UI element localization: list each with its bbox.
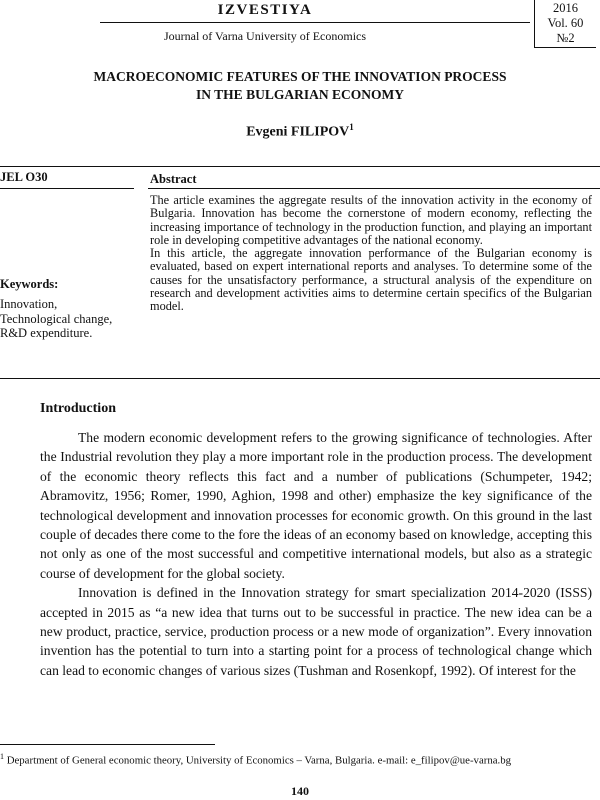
masthead-rule: [100, 22, 530, 23]
abstract-rule-mid-right: [148, 188, 600, 189]
body-paragraph-1: The modern economic development refers to the growing significance of technologies. After the Industrial revolution they play a more important role in the production process. The development of the economic theory reflects this fact and a number of publications (Schumpeter, 1942; Abramovitz, 1956; Romer, 1990, Aghion, 1998 and other) emphasize the key significance of the technological development and innovation processes for economic growth. On this ground in the last couple of decades there come to the fore the ideas of an economy based on knowledge, accepting this not only as one of the most successful and competitive international models, but also as a strategic course of development for the global society.: [40, 430, 592, 581]
volume-number: Vol. 60: [547, 16, 584, 30]
footnote: [0, 750, 592, 768]
footnote-rule: [0, 744, 215, 745]
keywords-label: Keywords:: [0, 277, 59, 291]
journal-name: IZVESTIYA: [217, 2, 313, 18]
jel-code: JEL O30: [0, 170, 48, 184]
abstract-body: [150, 194, 592, 314]
volume-year: 2016: [553, 1, 578, 15]
abstract-heading: Abstract: [150, 172, 197, 186]
abstract-rule-mid-left: [0, 188, 134, 189]
keywords-list: Innovation, Technological change, R&D expenditure.: [0, 297, 113, 340]
title-line-2: IN THE BULGARIAN ECONOMY: [196, 87, 404, 102]
page-number: 140: [291, 784, 309, 798]
article-title: [20, 68, 580, 104]
journal-masthead: [0, 0, 600, 52]
footnote-text: Department of General economic theory, University of Economics – Varna, Bulgaria. e-mail: e_filipov@ue-varna.bg: [4, 754, 512, 767]
footnote-marker: 1: [0, 752, 4, 761]
body-text: [40, 428, 592, 680]
abstract-paragraph-2: In this article, the aggregate innovation performance of the Bulgarian economy is evaluated, based on expert international reports and analyses. To determine some of the causes for the unsatisfactory performance, a structural analysis of the expenditure on research and development activities aims to determine certain specifics of the Bulgarian model.: [150, 246, 592, 314]
abstract-rule-top: [0, 166, 600, 167]
author-line: [0, 122, 600, 141]
journal-subtitle: Journal of Varna University of Economics: [163, 29, 367, 43]
author-name: Evgeni FILIPOV: [246, 124, 350, 140]
volume-box: [534, 0, 596, 48]
abstract-paragraph-1: The article examines the aggregate results of the innovation activity in the economy of Bulgaria. Innovation has become the cornerstone of modern economy, reflecting the increasing importance of technology in the production function, and playing an important role in developing competitive advantages of the national economy.: [150, 193, 592, 247]
title-line-1: MACROECONOMIC FEATURES OF THE INNOVATION PROCESS: [93, 69, 507, 84]
section-heading-introduction: Introduction: [40, 401, 116, 416]
body-paragraph-2: Innovation is defined in the Innovation strategy for smart specialization 2014-2020 (ISSS) accepted in 2015 as “a new idea that turns out to be successful in practice. The new idea can be a new product, practice, service, production process or a new mode of organization”. Every innovation invention has the potential to turn into a starting point for a process of technological change which can lead to economic changes of various sizes (Tushman and Rosenkopf, 1992). Of interest for the: [40, 585, 592, 678]
issue-number: №2: [556, 31, 575, 45]
abstract-rule-bottom: [0, 378, 600, 379]
author-footnote-marker: 1: [349, 122, 354, 132]
